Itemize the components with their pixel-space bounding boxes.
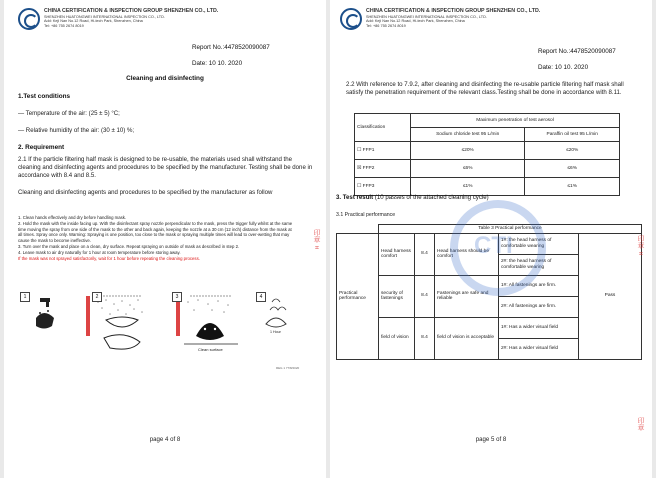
step-text: 4. Leave mask to air dry naturally for 1 hour at room temperature before storing away.	[18, 249, 181, 255]
step-number: 4	[256, 292, 266, 302]
verdict-cell: Pass	[579, 233, 642, 359]
table-cell: ☐ FFP3	[355, 178, 411, 196]
table-cell: ≤6%	[525, 160, 620, 178]
section-heading-note: (10 passes of the attached cleaning cycle)	[373, 194, 489, 201]
table-header: Paraffin oil test 95 L/min	[525, 128, 620, 142]
table-cell: ≤20%	[525, 142, 620, 160]
section-heading-bold: 3. Test result	[336, 194, 374, 201]
penetration-requirement: 2.2 With reference to 7.9.2, after cleaning and disinfecting the re-usable particle filtering half mask shall satisfy the penetration requirement of the relevant class.Testing shall be done in accordance with 8.11.	[346, 81, 624, 97]
company-name-sub: SHENZHEN HUATONGWEI INTERNATIONAL INSPECTION CO., LTD.	[366, 14, 487, 19]
company-address: Add: Keji Nan No.12 Road, Hi-tech Park, Shenzhen, China	[44, 19, 143, 24]
table-cell: Fastenings are safe and reliable	[435, 275, 499, 317]
report-number: Report No.:4478520090087	[538, 48, 616, 55]
company-address: Add: Keji Nan No.12 Road, Hi-tech Park, Shenzhen, China	[366, 19, 465, 24]
step-warning: If the mask was not sprayed satisfactorily, wait for 1 hour before repeating the cleaning process.	[18, 255, 200, 261]
table-row	[355, 160, 620, 178]
table-header: Maximum penetration of test aerosol	[411, 114, 620, 128]
requirement-paragraph: 2.1 If the particle filtering half mask is designed to be re-usable, the materials used shall withstand the cleaning and disinfecting agents and procedures to be specified by the manufacturer. Testing shall be done in accordance with 8.4 and 8.5.	[18, 156, 313, 180]
watermark-text: CTI	[474, 232, 513, 259]
table-caption: Table 3 Practical performance	[379, 225, 642, 234]
table-cell: Head harness comfort	[379, 233, 415, 275]
seal-stamp: 印 章 ⌗	[313, 229, 321, 252]
table-header: Sodium chloride test 95 L/min	[411, 128, 525, 142]
table-cell: 2#: the head harness of comfortable wearing	[499, 254, 579, 275]
subsection-heading: 3.1 Practical performance	[336, 212, 396, 218]
table-header: Classification	[355, 114, 411, 142]
company-header	[366, 8, 540, 29]
company-name-sub: SHENZHEN HUATONGWEI INTERNATIONAL INSPECTION CO., LTD.	[44, 14, 165, 19]
step-number: 3	[172, 292, 182, 302]
seal-stamp: 印 章 ⌗	[637, 235, 645, 258]
company-logo-icon	[18, 8, 40, 30]
table-cell: 8.4	[415, 275, 435, 317]
table-cell: 2#: Has a wider visual field	[499, 338, 579, 359]
seal-stamp: 印 章	[637, 417, 645, 433]
hand-wash-icon	[36, 298, 54, 329]
step-number: 2	[92, 292, 102, 302]
penetration-table	[354, 113, 620, 196]
table-cell: 1#: the head harness of comfortable wearing	[499, 233, 579, 254]
section-heading: 1.Test conditions	[18, 93, 71, 100]
company-name: CHINA CERTIFICATION & INSPECTION GROUP SHENZHEN CO., LTD.	[366, 8, 541, 14]
company-tel: Tel: +86 755 2674 8019	[366, 24, 406, 29]
section-heading	[336, 194, 489, 201]
report-page-5	[330, 0, 652, 478]
company-header	[44, 8, 218, 29]
table-cell: ☒ FFP2	[355, 160, 411, 178]
table-cell: ≤1%	[525, 178, 620, 196]
clean-surface-label: Clean surface	[198, 347, 223, 352]
step-text: 2. Hold the mask with the inside facing up. With the disinfectant spray nozzle perpendicular to the mask, press the trigger fully whilst at the same time moving the spray from one side of the mask to the other and back again, keeping the nozzle at a 30 cm (12 inch) distance from the mask at all times. Spray once only. Warning: Spraying is one position, too close to the mask or spraying multiple times will lead to over-wetting that may cause the mask to become ineffective.	[18, 220, 293, 244]
table-cell: 1#: All fastenings are firm.	[499, 275, 579, 296]
drying-icon	[266, 299, 286, 327]
table-cell: ☐ FFP1	[355, 142, 411, 160]
cleaning-steps	[18, 215, 294, 261]
report-number: Report No.:4478520090087	[192, 44, 270, 51]
report-date: Date: 10 10. 2020	[538, 64, 589, 71]
temperature-condition: — Temperature of the air: (25 ± 5) °C;	[18, 110, 120, 117]
report-date: Date: 10 10. 2020	[192, 60, 243, 67]
page-title: Cleaning and disinfecting	[126, 75, 204, 82]
company-logo-icon	[340, 8, 362, 30]
table-cell: 1#: Has a wider visual field	[499, 317, 579, 338]
humidity-condition: — Relative humidity of the air: (30 ± 10) %;	[18, 127, 135, 134]
table-cell: 8.4	[415, 317, 435, 359]
table-cell: Practical performance	[337, 233, 379, 359]
step-number: 1	[20, 292, 30, 302]
table-cell: ≤6%	[411, 160, 525, 178]
page-footer: page 5 of 8	[475, 436, 507, 443]
table-cell: field of vision	[379, 317, 415, 359]
table-cell: ≤20%	[411, 142, 525, 160]
step-text: 3. Turn over the mask and place on a clean, dry surface. Repeat spraying on outside of mask as described in step 2.	[18, 243, 240, 249]
page-footer: page 4 of 8	[149, 436, 181, 443]
table-cell: 8.4	[415, 233, 435, 275]
table-row	[355, 178, 620, 196]
mask-outside-icon	[176, 296, 238, 344]
table-cell: ≤1%	[411, 178, 525, 196]
spray-bottle-icon	[86, 296, 143, 349]
table-row	[355, 142, 620, 160]
table-cell: security of fastenings	[379, 275, 415, 317]
report-page-4	[4, 0, 326, 478]
table-cell: Head harness should be comfort	[435, 233, 499, 275]
one-hour-label: 1 Hour	[270, 330, 281, 334]
section-heading: 2. Requirement	[18, 144, 65, 151]
step-text: 1. Clean hands effectively and dry before handling mask.	[18, 215, 127, 220]
figure-code: REG 1 77/8/2020	[276, 366, 300, 370]
company-name: CHINA CERTIFICATION & INSPECTION GROUP SHENZHEN CO., LTD.	[44, 8, 219, 14]
requirement-paragraph-2: Cleaning and disinfecting agents and procedures to be specified by the manufacturer as follow	[18, 189, 273, 196]
table-cell: field of vision is acceptable	[435, 317, 499, 359]
company-tel: Tel: +86 755 2674 8019	[44, 24, 84, 29]
table-cell: 2#: All fastenings are firm.	[499, 296, 579, 317]
